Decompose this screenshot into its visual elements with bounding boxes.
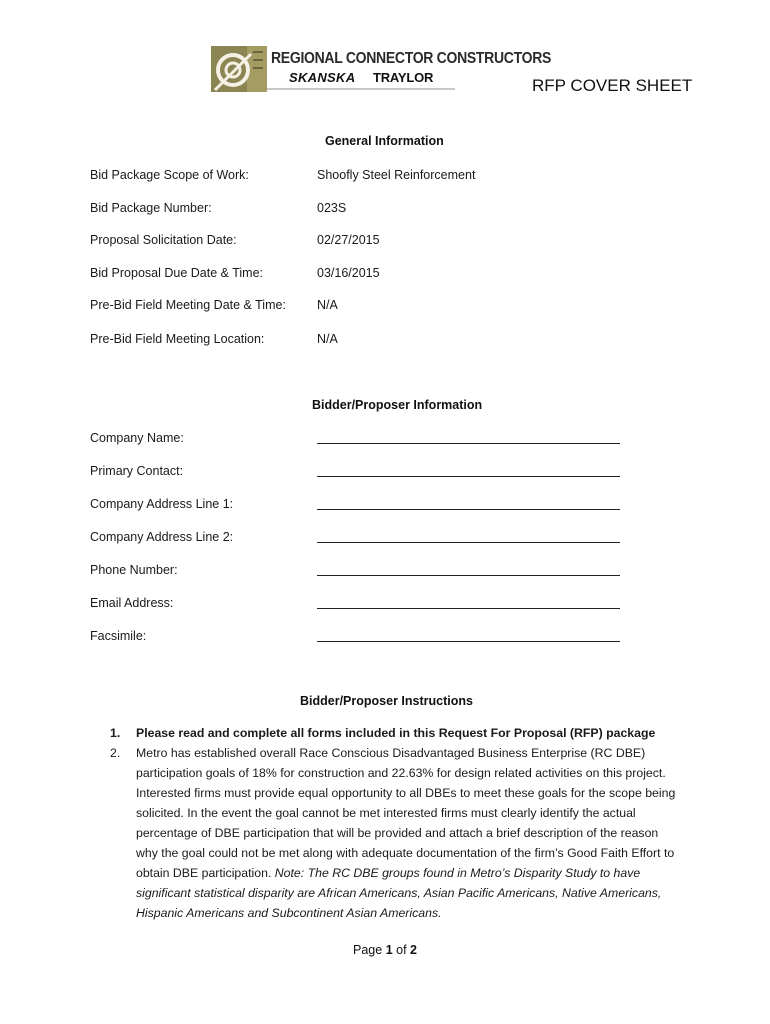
logo-partner-traylor: TRAYLOR: [373, 70, 434, 85]
phone-number-field[interactable]: [317, 575, 620, 576]
of-word: of: [396, 943, 407, 957]
instruction-note: Note: The RC DBE groups found in Metro’s Disparity Study to have significant statistical disparity are African Americans, Asian Pacific Americans, Native Americans, Hispanic Americans and Subcontinent Asian Americans.: [136, 866, 662, 920]
instruction-number: 1.: [110, 726, 121, 740]
logo-title: REGIONAL CONNECTOR CONSTRUCTORS: [271, 48, 552, 67]
instruction-item: [110, 723, 682, 743]
prebid-meeting-date-label: Pre-Bid Field Meeting Date & Time:: [90, 298, 286, 312]
instruction-text: Please read and complete all forms included in this Request For Proposal (RFP) package: [136, 726, 656, 740]
primary-contact-label: Primary Contact:: [90, 464, 184, 478]
solicitation-date-value: 02/27/2015: [317, 233, 380, 247]
solicitation-date-label: Proposal Solicitation Date:: [90, 233, 237, 247]
phone-number-label: Phone Number:: [90, 563, 178, 577]
address-line-2-field[interactable]: [317, 542, 620, 543]
primary-contact-field[interactable]: [317, 476, 620, 477]
address-line-1-field[interactable]: [317, 509, 620, 510]
total-pages-number: 2: [410, 943, 417, 957]
current-page-number: 1: [385, 943, 393, 957]
company-name-label: Company Name:: [90, 431, 184, 445]
bidder-information-heading: Bidder/Proposer Information: [312, 398, 483, 412]
scope-of-work-value: Shoofly Steel Reinforcement: [317, 168, 476, 182]
address-line-2-label: Company Address Line 2:: [90, 530, 234, 544]
prebid-meeting-location-label: Pre-Bid Field Meeting Location:: [90, 332, 265, 346]
instruction-text: Metro has established overall Race Conscious Disadvantaged Business Enterprise (RC DBE) participation goals of 18% for construction and 22.63% for design related activities on this project. Interested firms must provide equal opportunity to all DBEs to meet these goals for the scope being solicited. In the event the goal cannot be met interested firms must clearly identify the actual percentage of DBE participation that will be provided and attach a brief description of the reason why the goal could not be met along with adequate documentation of the firm’s Good Faith Effort to obtain DBE participation.: [136, 746, 676, 880]
logo-emblem-icon: [211, 46, 267, 92]
instruction-item: [110, 743, 682, 923]
prebid-meeting-date-value: N/A: [317, 298, 338, 312]
prebid-meeting-location-value: N/A: [317, 332, 338, 346]
email-address-label: Email Address:: [90, 596, 174, 610]
facsimile-field[interactable]: [317, 641, 620, 642]
bid-package-number-label: Bid Package Number:: [90, 201, 212, 215]
instruction-number: 2.: [110, 746, 121, 760]
bid-package-number-value: 023S: [317, 201, 347, 215]
page-footer: [0, 943, 770, 957]
due-date-value: 03/16/2015: [317, 266, 380, 280]
facsimile-label: Facsimile:: [90, 629, 147, 643]
scope-of-work-label: Bid Package Scope of Work:: [90, 168, 249, 182]
instructions-list: [110, 723, 682, 923]
due-date-label: Bid Proposal Due Date & Time:: [90, 266, 263, 280]
general-information-heading: General Information: [325, 134, 444, 148]
company-name-field[interactable]: [317, 443, 620, 444]
logo-partner-skanska: SKANSKA: [289, 70, 356, 85]
logo-rule: [267, 88, 455, 90]
instructions-heading: Bidder/Proposer Instructions: [300, 694, 473, 708]
document-title: RFP COVER SHEET: [532, 76, 693, 95]
page-word: Page: [353, 943, 383, 957]
email-address-field[interactable]: [317, 608, 620, 609]
address-line-1-label: Company Address Line 1:: [90, 497, 234, 511]
company-logo: [211, 46, 552, 94]
